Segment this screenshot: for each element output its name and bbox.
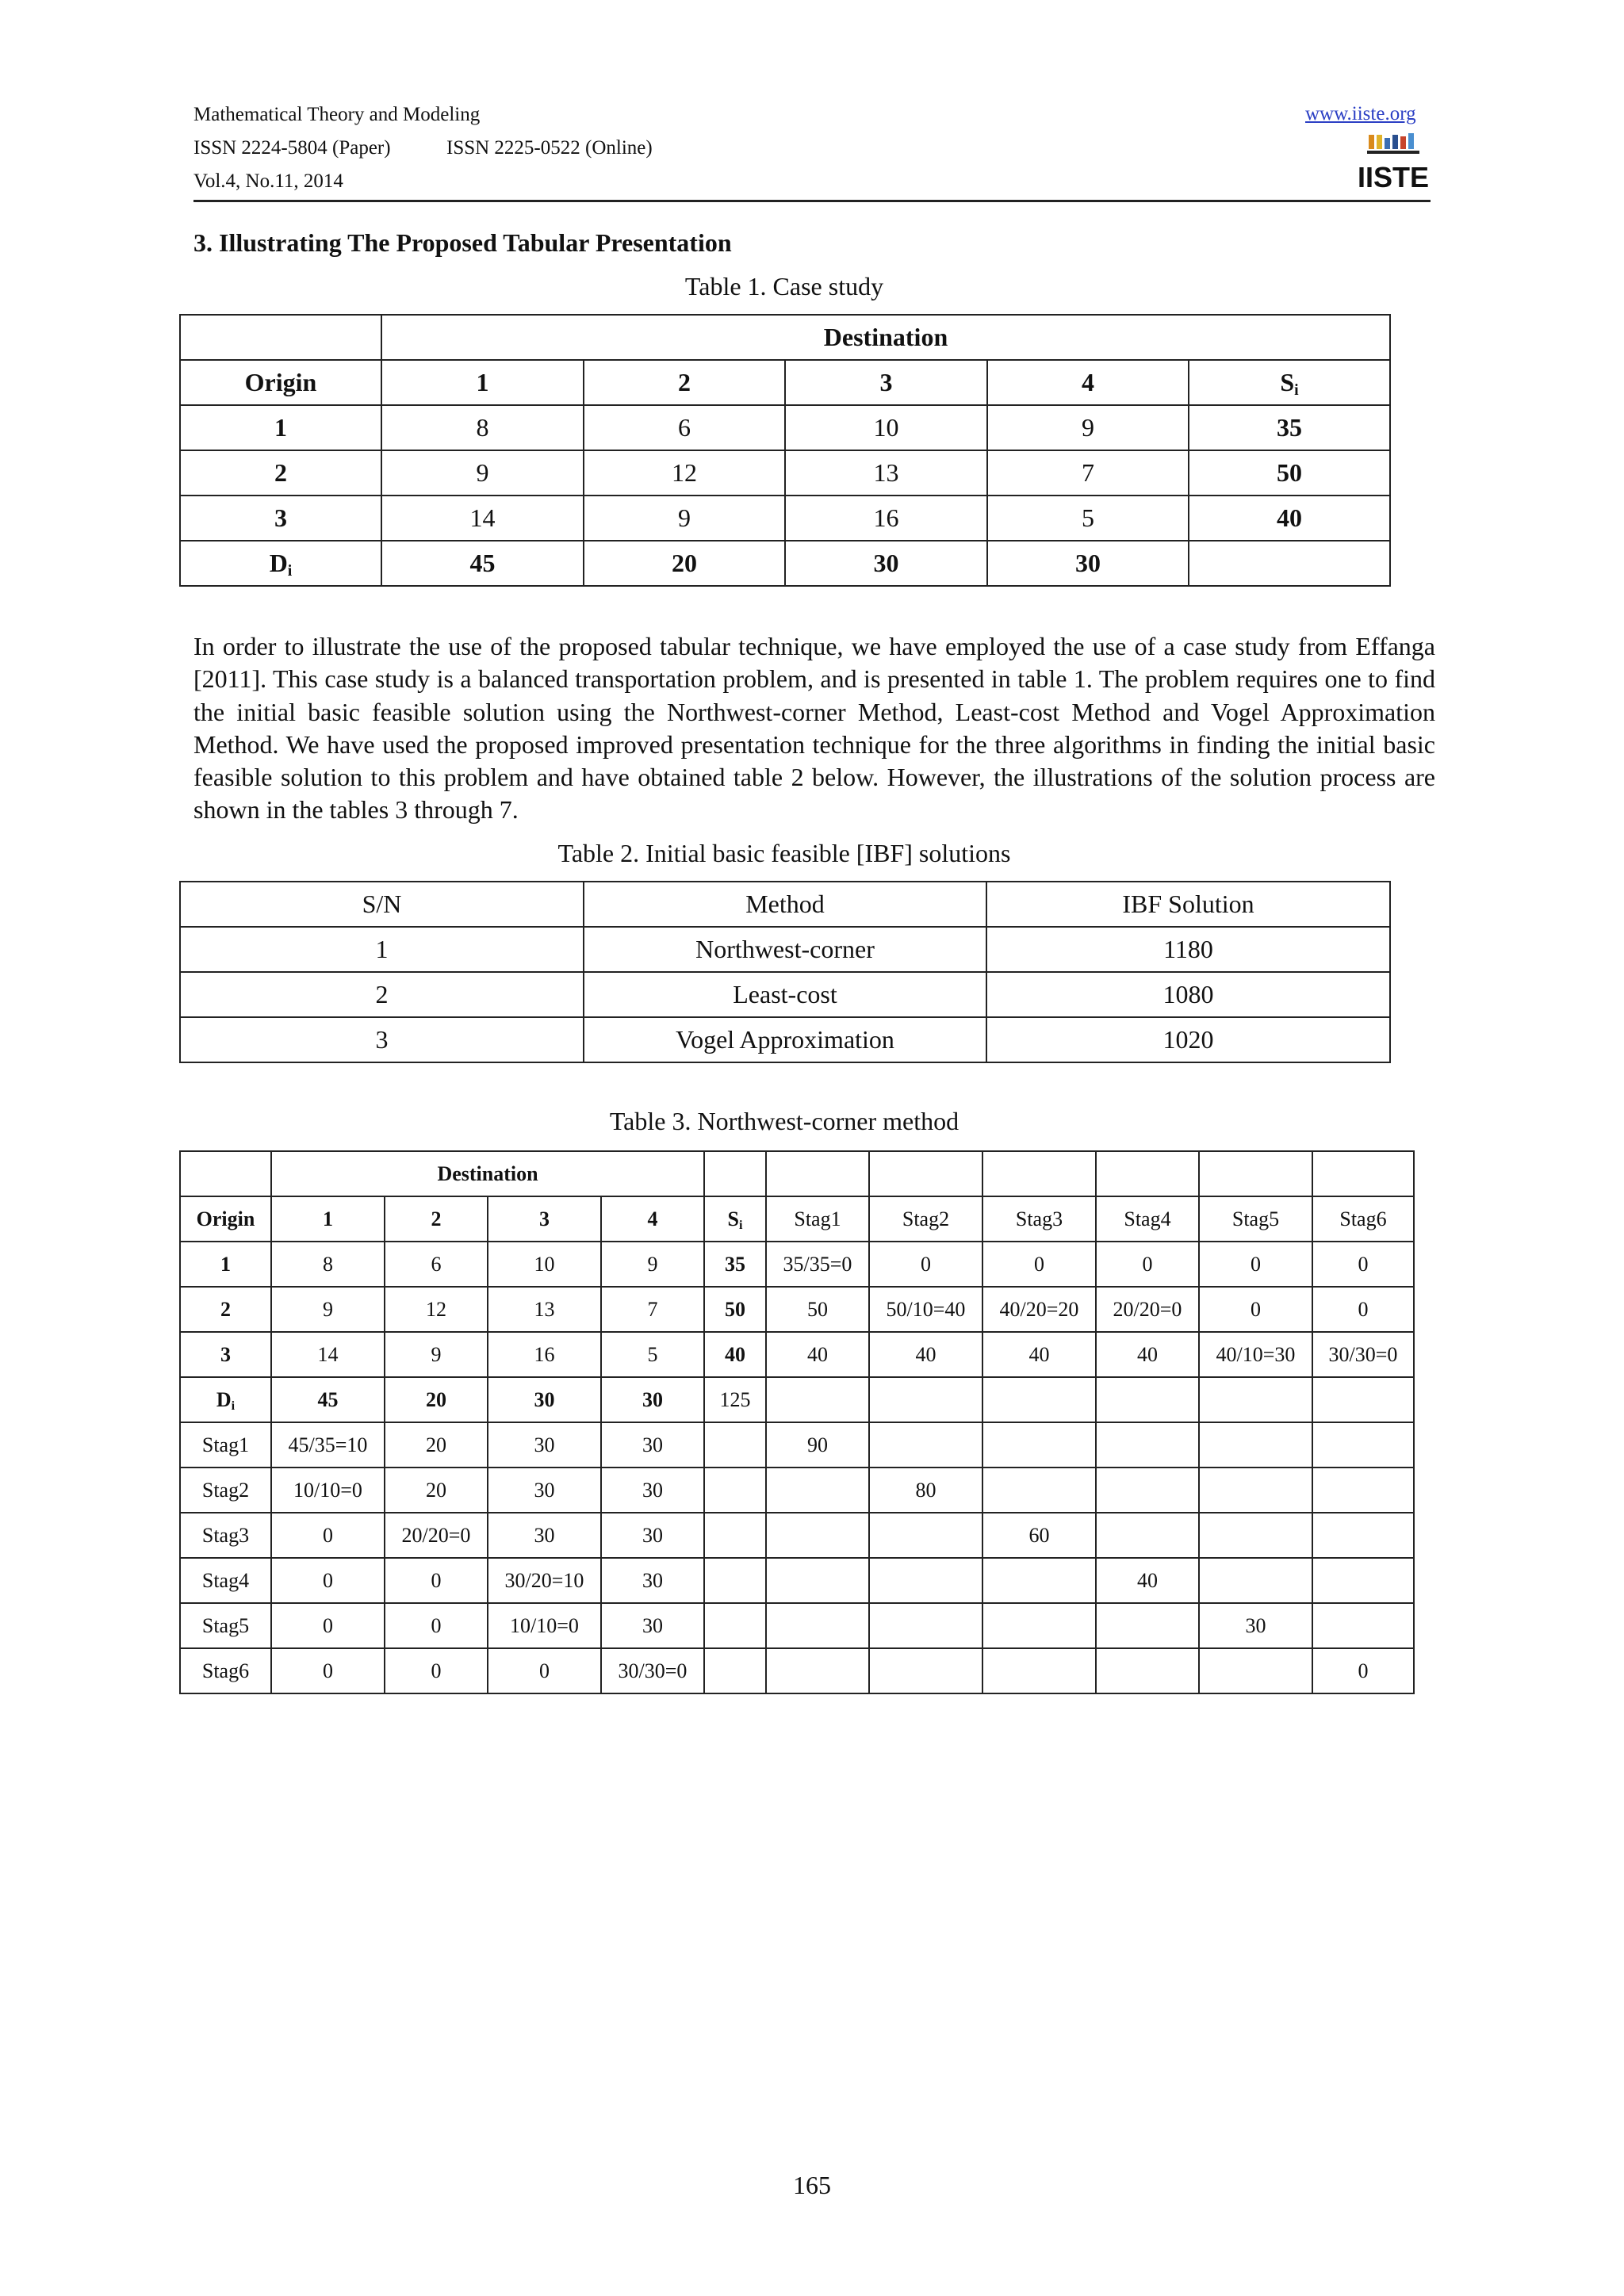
- table-cell: 0: [271, 1603, 385, 1648]
- table-row: [180, 1017, 1390, 1062]
- stage-cost-cell: [1096, 1603, 1199, 1648]
- stage-cell: 35/35=0: [766, 1242, 869, 1287]
- stage-cost-cell: [982, 1603, 1096, 1648]
- table-row: [180, 972, 1390, 1017]
- table-cell: 0: [271, 1558, 385, 1603]
- stage-cost-cell: [1312, 1422, 1414, 1468]
- col-header: 4: [601, 1196, 704, 1242]
- cost-cell: 9: [271, 1287, 385, 1332]
- table-row: [180, 1648, 1414, 1693]
- stage-header: Stag4: [1096, 1196, 1199, 1242]
- table-cell: [1189, 541, 1390, 586]
- stage-cost-cell: [1096, 1513, 1199, 1558]
- table-cell: [704, 1603, 766, 1648]
- demand-cell: 20: [385, 1377, 488, 1422]
- table-cell: 30/30=0: [601, 1648, 704, 1693]
- stage-cost-cell: 30: [1199, 1603, 1312, 1648]
- stage-cost-cell: [1096, 1648, 1199, 1693]
- cost-cell: 16: [488, 1332, 601, 1377]
- stage-row-label: Stag2: [180, 1468, 271, 1513]
- stage-cell: 40/20=20: [982, 1287, 1096, 1332]
- col-header: 3: [488, 1196, 601, 1242]
- demand-cell: 20: [584, 541, 785, 586]
- cost-cell: 14: [381, 496, 584, 541]
- demand-header: $D_i$: [180, 1377, 271, 1422]
- cost-cell: 16: [785, 496, 987, 541]
- table-cell: 30/20=10: [488, 1558, 601, 1603]
- table-row: [180, 1242, 1414, 1287]
- table-cell: [704, 1558, 766, 1603]
- table-row: [180, 1558, 1414, 1603]
- stage-cost-cell: [1312, 1513, 1414, 1558]
- journal-url-link[interactable]: www.iiste.org: [1305, 103, 1416, 124]
- cost-cell: 13: [785, 450, 987, 496]
- table-cell: [766, 1151, 869, 1196]
- stage-cost-cell: [1199, 1468, 1312, 1513]
- issn-paper: ISSN 2224-5804 (Paper): [193, 137, 391, 159]
- section-title: 3. Illustrating The Proposed Tabular Presentation: [193, 228, 732, 257]
- table-cell: 20: [385, 1422, 488, 1468]
- table-cell: [766, 1377, 869, 1422]
- table-cell: [1312, 1151, 1414, 1196]
- stage-header: Stag2: [869, 1196, 982, 1242]
- cost-cell: 8: [271, 1242, 385, 1287]
- header-cell: S/N: [180, 882, 584, 927]
- stage-cost-cell: [1199, 1558, 1312, 1603]
- table-row: [180, 1332, 1414, 1377]
- table-cell: 0: [271, 1513, 385, 1558]
- stage-cost-cell: [869, 1422, 982, 1468]
- cost-cell: 12: [584, 450, 785, 496]
- origin-header: Origin: [180, 360, 381, 405]
- cost-cell: 5: [601, 1332, 704, 1377]
- stage-cost-cell: [1199, 1648, 1312, 1693]
- demand-cell: 30: [987, 541, 1189, 586]
- stage-cost-cell: 90: [766, 1422, 869, 1468]
- origin-cell: 3: [180, 496, 381, 541]
- stage-cell: 0: [1199, 1287, 1312, 1332]
- table-cell: 3: [180, 1017, 584, 1062]
- stage-header: Stag6: [1312, 1196, 1414, 1242]
- stage-cost-cell: [1312, 1468, 1414, 1513]
- table-row: [180, 927, 1390, 972]
- table-cell: 10/10=0: [271, 1468, 385, 1513]
- body-paragraph: In order to illustrate the use of the proposed tabular technique, we have employed the use of a case study from Effanga [2011]. This case study is a balanced transportation problem, and is presented in table 1. The problem requires one to find the initial basic feasible solution using the Northwest-corner Method, Least-cost Method and Vogel Approximation Method. We have used the proposed improved presentation technique for the three algorithms in finding the initial basic feasible solution to this problem and have obtained table 2 below. However, the illustrations of the solution process are shown in the tables 3 through 7.: [193, 632, 1435, 825]
- cost-cell: 13: [488, 1287, 601, 1332]
- stage-cost-cell: 40: [1096, 1558, 1199, 1603]
- stage-cell: 50: [766, 1287, 869, 1332]
- table-cell: [982, 1151, 1096, 1196]
- demand-cell: 30: [785, 541, 987, 586]
- stage-header: Stag5: [1199, 1196, 1312, 1242]
- cost-cell: 12: [385, 1287, 488, 1332]
- supply-header: $S_i$: [1189, 360, 1390, 405]
- stage-row-label: Stag5: [180, 1603, 271, 1648]
- stage-cell: 0: [1096, 1242, 1199, 1287]
- issn-online: ISSN 2225-0522 (Online): [446, 137, 653, 159]
- stage-cell: 0: [1199, 1242, 1312, 1287]
- table-cell: 1080: [986, 972, 1390, 1017]
- stage-cell: 50/10=40: [869, 1287, 982, 1332]
- supply-cell: 40: [1189, 496, 1390, 541]
- stage-cost-cell: [982, 1468, 1096, 1513]
- table-cell: 20: [385, 1468, 488, 1513]
- cost-cell: 8: [381, 405, 584, 450]
- stage-cell: 30/30=0: [1312, 1332, 1414, 1377]
- demand-cell: 30: [601, 1377, 704, 1422]
- table-cell: [1096, 1151, 1199, 1196]
- stage-cost-cell: [766, 1648, 869, 1693]
- table-row: [180, 1513, 1414, 1558]
- col-header: 4: [987, 360, 1189, 405]
- header-rule: [193, 200, 1431, 202]
- demand-cell: 45: [381, 541, 584, 586]
- volume-info: Vol.4, No.11, 2014: [193, 170, 343, 192]
- table-cell: 1: [180, 927, 584, 972]
- table-cell: 1020: [986, 1017, 1390, 1062]
- origin-cell: 1: [180, 405, 381, 450]
- stage-cost-cell: [766, 1603, 869, 1648]
- table-cell: 30: [601, 1468, 704, 1513]
- stage-row-label: Stag4: [180, 1558, 271, 1603]
- svg-text:IISTE: IISTE: [1357, 161, 1430, 193]
- table-cell: [1199, 1377, 1312, 1422]
- stage-cell: 40: [766, 1332, 869, 1377]
- demand-cell: 30: [488, 1377, 601, 1422]
- stage-cost-cell: [982, 1558, 1096, 1603]
- header-cell: Method: [584, 882, 986, 927]
- table-cell: Vogel Approximation: [584, 1017, 986, 1062]
- table-cell: 30: [601, 1558, 704, 1603]
- supply-cell: 50: [1189, 450, 1390, 496]
- table-cell: 30: [488, 1468, 601, 1513]
- table-row: [180, 1377, 1414, 1422]
- table-row: [180, 1287, 1414, 1332]
- table-cell: [1096, 1377, 1199, 1422]
- table-cell: Least-cost: [584, 972, 986, 1017]
- table-cell: [869, 1377, 982, 1422]
- table-row: [180, 1422, 1414, 1468]
- table-cell: [704, 1422, 766, 1468]
- table-cell: 0: [271, 1648, 385, 1693]
- stage-cost-cell: [1199, 1422, 1312, 1468]
- supply-cell: 40: [704, 1332, 766, 1377]
- cost-cell: 10: [785, 405, 987, 450]
- table-cell: 2: [180, 972, 584, 1017]
- table-row: [180, 1603, 1414, 1648]
- stage-header: Stag1: [766, 1196, 869, 1242]
- cost-cell: 6: [385, 1242, 488, 1287]
- table-cell: 0: [385, 1558, 488, 1603]
- table-row: [180, 450, 1390, 496]
- stage-cost-cell: [1312, 1603, 1414, 1648]
- stage-cost-cell: [869, 1648, 982, 1693]
- table2-ibf-solutions: [179, 881, 1391, 1063]
- stage-cost-cell: [766, 1558, 869, 1603]
- stage-cell: 0: [1312, 1287, 1414, 1332]
- stage-cost-cell: [1096, 1422, 1199, 1468]
- table-cell: [704, 1513, 766, 1558]
- supply-header: $S_i$: [704, 1196, 766, 1242]
- table-row: [180, 405, 1390, 450]
- stage-cell: 40: [1096, 1332, 1199, 1377]
- table-cell: Northwest-corner: [584, 927, 986, 972]
- stage-cost-cell: [869, 1513, 982, 1558]
- cost-cell: 6: [584, 405, 785, 450]
- stage-cost-cell: [869, 1603, 982, 1648]
- supply-cell: 50: [704, 1287, 766, 1332]
- table1-case-study: [179, 314, 1391, 587]
- origin-cell: 2: [180, 1287, 271, 1332]
- stage-cell: 40/10=30: [1199, 1332, 1312, 1377]
- col-header: 2: [385, 1196, 488, 1242]
- origin-cell: 2: [180, 450, 381, 496]
- stage-row-label: Stag6: [180, 1648, 271, 1693]
- col-header: 3: [785, 360, 987, 405]
- table-cell: [180, 1151, 271, 1196]
- stage-cost-cell: [1199, 1513, 1312, 1558]
- table-cell: [982, 1377, 1096, 1422]
- table-cell: 10/10=0: [488, 1603, 601, 1648]
- stage-cell: 40: [982, 1332, 1096, 1377]
- table-cell: 0: [385, 1648, 488, 1693]
- stage-cell: 0: [982, 1242, 1096, 1287]
- cost-cell: 7: [987, 450, 1189, 496]
- col-header: 1: [381, 360, 584, 405]
- stage-cost-cell: [869, 1558, 982, 1603]
- cost-cell: 9: [987, 405, 1189, 450]
- destination-header: Destination: [381, 315, 1390, 360]
- table-cell: [704, 1468, 766, 1513]
- origin-header: Origin: [180, 1196, 271, 1242]
- stage-header: Stag3: [982, 1196, 1096, 1242]
- table-cell: [1312, 1377, 1414, 1422]
- table-row: [180, 1468, 1414, 1513]
- stage-cost-cell: [766, 1513, 869, 1558]
- table-cell: 30: [488, 1513, 601, 1558]
- cost-cell: 9: [584, 496, 785, 541]
- stage-cell: 40: [869, 1332, 982, 1377]
- table-cell: 0: [488, 1648, 601, 1693]
- supply-cell: 35: [1189, 405, 1390, 450]
- stage-cell: 0: [1312, 1242, 1414, 1287]
- journal-title: Mathematical Theory and Modeling: [193, 104, 481, 125]
- col-header: 1: [271, 1196, 385, 1242]
- table-cell: [869, 1151, 982, 1196]
- stage-cost-cell: 80: [869, 1468, 982, 1513]
- table-cell: [180, 315, 381, 360]
- cost-cell: 9: [385, 1332, 488, 1377]
- destination-header: Destination: [271, 1151, 704, 1196]
- demand-header: $D_i$: [180, 541, 381, 586]
- stage-cost-cell: [982, 1422, 1096, 1468]
- stage-cost-cell: 60: [982, 1513, 1096, 1558]
- stage-cost-cell: [1312, 1558, 1414, 1603]
- cost-cell: 10: [488, 1242, 601, 1287]
- demand-cell: 45: [271, 1377, 385, 1422]
- cost-cell: 14: [271, 1332, 385, 1377]
- table-row: [180, 541, 1390, 586]
- stage-cost-cell: [982, 1648, 1096, 1693]
- table-cell: 45/35=10: [271, 1422, 385, 1468]
- table-cell: [704, 1648, 766, 1693]
- iiste-logo: [1357, 133, 1430, 193]
- stage-cost-cell: [766, 1468, 869, 1513]
- table3-caption: Table 3. Northwest-corner method: [609, 1107, 959, 1135]
- cost-cell: 9: [381, 450, 584, 496]
- col-header: 2: [584, 360, 785, 405]
- stage-row-label: Stag3: [180, 1513, 271, 1558]
- total-cell: 125: [704, 1377, 766, 1422]
- table-cell: 20/20=0: [385, 1513, 488, 1558]
- table-cell: 0: [385, 1603, 488, 1648]
- table-row: [180, 496, 1390, 541]
- stage-cell: 20/20=0: [1096, 1287, 1199, 1332]
- table1-caption: Table 1. Case study: [684, 272, 884, 300]
- table3-northwest-corner: [179, 1150, 1415, 1694]
- table-cell: 1180: [986, 927, 1390, 972]
- page-number: 165: [793, 2171, 831, 2199]
- table2-caption: Table 2. Initial basic feasible [IBF] solutions: [557, 839, 1011, 867]
- table-cell: 30: [488, 1422, 601, 1468]
- origin-cell: 1: [180, 1242, 271, 1287]
- supply-cell: 35: [704, 1242, 766, 1287]
- table-cell: 30: [601, 1603, 704, 1648]
- cost-cell: 5: [987, 496, 1189, 541]
- table-cell: [1199, 1151, 1312, 1196]
- stage-row-label: Stag1: [180, 1422, 271, 1468]
- table-cell: 30: [601, 1422, 704, 1468]
- table-cell: 30: [601, 1513, 704, 1558]
- cost-cell: 7: [601, 1287, 704, 1332]
- stage-cost-cell: [1096, 1468, 1199, 1513]
- origin-cell: 3: [180, 1332, 271, 1377]
- cost-cell: 9: [601, 1242, 704, 1287]
- stage-cell: 0: [869, 1242, 982, 1287]
- table-cell: [704, 1151, 766, 1196]
- header-cell: IBF Solution: [986, 882, 1390, 927]
- stage-cost-cell: 0: [1312, 1648, 1414, 1693]
